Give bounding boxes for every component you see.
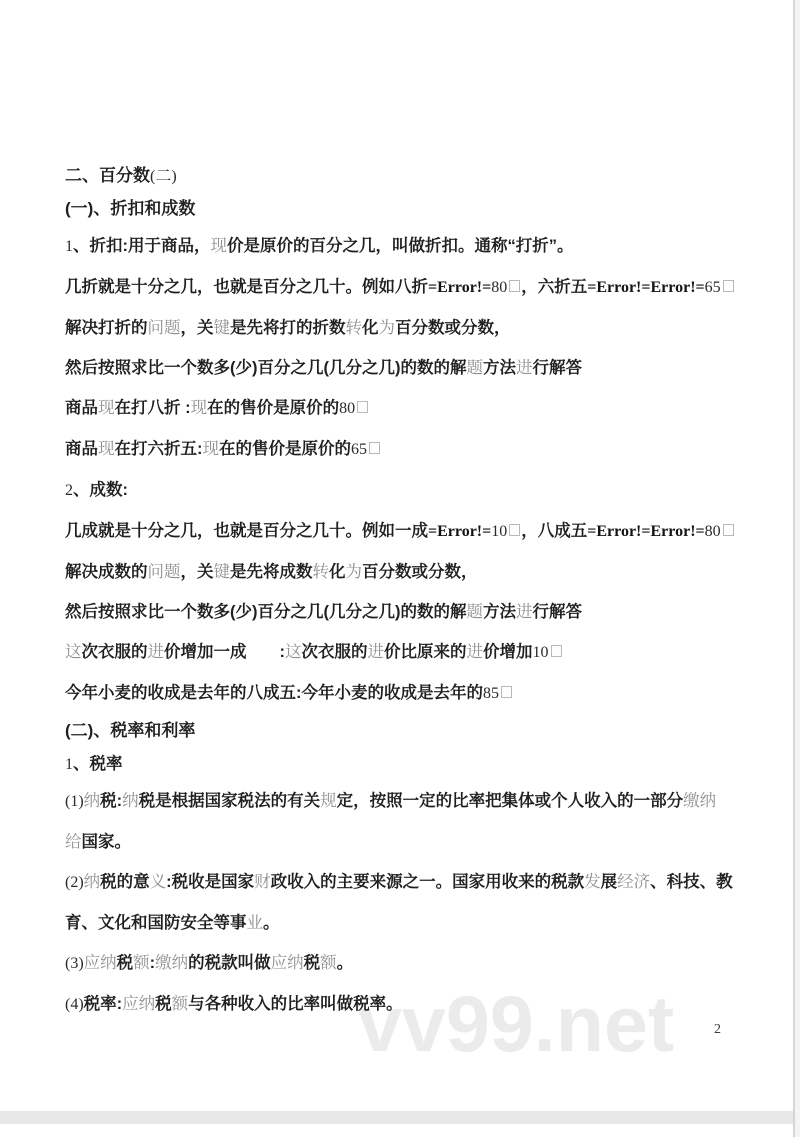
text-segment: 税	[116, 954, 134, 972]
text-segment: 应纳	[270, 954, 304, 972]
text-segment: 百分数或分数，	[362, 563, 478, 581]
text-segment: ，八成五	[521, 522, 588, 540]
text-segment: 今年小麦的收成是去年的八成五:今年小麦的收成是去年的	[65, 684, 483, 702]
text-segment: 价增加	[483, 643, 533, 661]
text-segment: 这	[65, 643, 82, 661]
paragraph-line	[65, 903, 780, 943]
text-segment: 是先将成数	[230, 563, 313, 581]
missing-glyph-box	[723, 524, 734, 536]
text-segment: 85	[483, 685, 499, 702]
paragraph-line	[65, 267, 780, 308]
next-page-top	[0, 1124, 793, 1137]
paragraph-line	[65, 348, 780, 388]
text-segment: 10	[532, 644, 549, 661]
text-segment: 问题	[147, 563, 181, 581]
text-segment: 转	[345, 319, 362, 337]
text-segment: 税	[155, 995, 172, 1013]
text-segment: 缴纳	[155, 954, 189, 972]
text-segment: 财	[254, 873, 271, 891]
text-segment: 国家。	[81, 833, 131, 851]
paragraph-line	[65, 470, 780, 511]
paragraph-line	[65, 226, 780, 267]
text-segment: 额	[320, 954, 337, 972]
text-segment: 转	[312, 563, 329, 581]
text-segment: 应纳	[122, 995, 156, 1013]
text-segment: 1	[65, 238, 73, 255]
text-segment: 价增加一成 :	[164, 643, 285, 661]
paragraph-line	[65, 632, 780, 673]
text-segment: ，六折五	[521, 278, 588, 296]
text-segment: 1	[65, 756, 73, 773]
text-segment: 65	[351, 441, 367, 458]
text-segment: 然后按照求比一个数多(少)百分之几(几分之几)的数的解	[65, 603, 467, 621]
text-segment: 额	[171, 995, 189, 1013]
text-segment: 、折扣:用于商品，	[73, 237, 211, 255]
text-segment: 现	[98, 440, 115, 458]
text-segment: 在打六折五:	[114, 440, 203, 458]
text-segment: 次衣服的	[301, 643, 368, 661]
text-segment: 育、文化和国防安全等事	[65, 914, 247, 932]
text-segment: (1)	[65, 793, 84, 810]
text-segment: 在的售价是原价的	[219, 440, 351, 458]
text-segment: (二)	[150, 168, 177, 185]
text-segment: (4)	[65, 996, 84, 1013]
text-segment: 百分数或分数，	[395, 319, 511, 337]
paragraph-line	[65, 308, 780, 348]
text-segment: 发	[584, 873, 601, 891]
text-segment: ，关	[180, 319, 214, 337]
text-segment: 现	[202, 440, 219, 458]
text-segment: 给	[65, 833, 82, 851]
page-gap-divider	[0, 1111, 793, 1124]
text-segment: 义	[149, 873, 167, 891]
text-segment: =Error!=	[428, 523, 492, 540]
text-segment: 次衣服的	[81, 643, 148, 661]
watermark: vv99.net	[358, 979, 675, 1068]
text-segment: :税收是国家	[166, 873, 255, 891]
text-segment: 税是根据国家税法的有关	[138, 792, 321, 810]
text-segment: 与各种收入的比率叫做税率。	[188, 995, 403, 1013]
text-segment: 方法	[482, 359, 516, 377]
paragraph-line	[65, 388, 780, 429]
missing-glyph-box	[551, 645, 562, 657]
text-segment: 是先将打的折数	[230, 319, 346, 337]
text-segment: 进	[367, 643, 384, 661]
paragraph-line	[65, 552, 780, 592]
paragraph-line	[65, 714, 780, 748]
text-segment: ，关	[180, 563, 214, 581]
text-segment: =Error!=	[428, 279, 492, 296]
text-segment: 经济	[617, 873, 651, 891]
text-segment: =Error!=Error!=	[587, 523, 705, 540]
text-segment: 税:	[100, 792, 123, 810]
text-segment: 商品	[65, 399, 98, 417]
text-segment: 为	[378, 319, 395, 337]
text-segment: 纳	[83, 873, 101, 891]
text-segment: 定，按照一定的比率把集体或个人收入的一部分	[336, 792, 684, 810]
text-segment: 缴纳	[683, 792, 717, 810]
text-segment: 10	[491, 523, 508, 540]
text-segment: 、成数:	[73, 481, 128, 499]
text-segment: 业	[246, 914, 263, 932]
paragraph-line	[65, 429, 780, 470]
text-segment: 然后按照求比一个数多(少)百分之几(几分之几)的数的解	[65, 359, 467, 377]
text-segment: 80	[339, 400, 356, 417]
text-segment: 80	[704, 523, 721, 540]
text-segment: 、科技、教	[650, 873, 733, 891]
text-segment: 税率:	[83, 995, 123, 1013]
paragraph-line	[65, 781, 780, 822]
paragraph-line	[65, 192, 780, 226]
missing-glyph-box	[501, 686, 512, 698]
text-segment: 行解答	[532, 603, 582, 621]
text-segment: 展	[600, 873, 618, 891]
text-segment: 题	[466, 359, 483, 377]
text-segment: (3)	[65, 955, 84, 972]
missing-glyph-box	[357, 401, 368, 413]
text-segment: 在打八折 :	[114, 399, 191, 417]
paragraph-line	[65, 984, 780, 1025]
text-segment: 现	[210, 237, 227, 255]
text-segment: 。	[263, 914, 280, 932]
paragraph-line	[65, 748, 780, 781]
paragraph-line	[65, 592, 780, 632]
missing-glyph-box	[723, 280, 734, 292]
text-segment: 进	[515, 603, 533, 621]
text-segment: =Error!=Error!=	[587, 279, 705, 296]
missing-glyph-box	[509, 524, 520, 536]
text-segment: 的税款叫做	[188, 954, 271, 972]
missing-glyph-box	[509, 280, 520, 292]
text-segment: 额	[133, 954, 150, 972]
text-segment: :	[149, 954, 156, 972]
text-segment: 进	[147, 643, 164, 661]
text-segment: 进	[515, 359, 533, 377]
missing-glyph-box	[369, 442, 380, 454]
paragraph-line	[65, 943, 780, 984]
text-segment: 问题	[147, 319, 181, 337]
text-segment: 税	[303, 954, 321, 972]
text-segment: 这	[285, 643, 302, 661]
text-segment: 几折就是十分之几，也就是百分之几十。例如八折	[65, 278, 428, 296]
text-segment: 政收入的主要来源之一。国家用收来的税款	[270, 873, 585, 891]
text-segment: 规	[320, 792, 337, 810]
paragraph-line	[65, 511, 780, 552]
text-segment: 题	[466, 603, 483, 621]
text-segment: 税的意	[100, 873, 150, 891]
text-segment: 。	[336, 954, 354, 972]
text-segment: 解决成数的	[65, 563, 148, 581]
paragraph-line	[65, 161, 780, 192]
text-segment: 80	[491, 279, 508, 296]
text-segment: 进	[466, 643, 483, 661]
text-segment: 65	[704, 279, 721, 296]
text-segment: 纳	[122, 792, 139, 810]
document-content	[65, 161, 780, 1025]
text-segment: (二)、税率和利率	[65, 721, 196, 740]
scroll-track[interactable]	[795, 0, 800, 1137]
text-segment: 商品	[65, 440, 98, 458]
text-segment: (一)、折扣和成数	[65, 199, 196, 218]
text-segment: 方法	[482, 603, 516, 621]
text-segment: 解决打折的	[65, 319, 148, 337]
text-segment: 现	[98, 399, 115, 417]
text-segment: 化	[329, 563, 346, 581]
page-number: 2	[714, 1022, 721, 1037]
text-segment: 在的售价是原价的	[207, 399, 340, 417]
text-segment: 行解答	[532, 359, 582, 377]
paragraph-line	[65, 673, 780, 714]
text-segment: (2)	[65, 874, 84, 891]
text-segment: 几成就是十分之几，也就是百分之几十。例如一成	[65, 522, 428, 540]
text-segment: 键	[213, 563, 230, 581]
paragraph-line	[65, 862, 780, 903]
text-segment: 价是原价的百分之几，叫做折扣。通称“打折”。	[227, 237, 574, 255]
text-segment: 2	[65, 482, 73, 499]
text-segment: 、税率	[73, 755, 123, 773]
paragraph-line	[65, 822, 780, 862]
text-segment: 纳	[83, 792, 101, 810]
text-segment: 应纳	[83, 954, 117, 972]
text-segment: 二、百分数	[65, 166, 150, 185]
text-segment: 现	[190, 399, 208, 417]
text-segment: 为	[345, 563, 362, 581]
text-segment: 键	[213, 319, 230, 337]
text-segment: 化	[362, 319, 379, 337]
text-segment: 价比原来的	[384, 643, 467, 661]
